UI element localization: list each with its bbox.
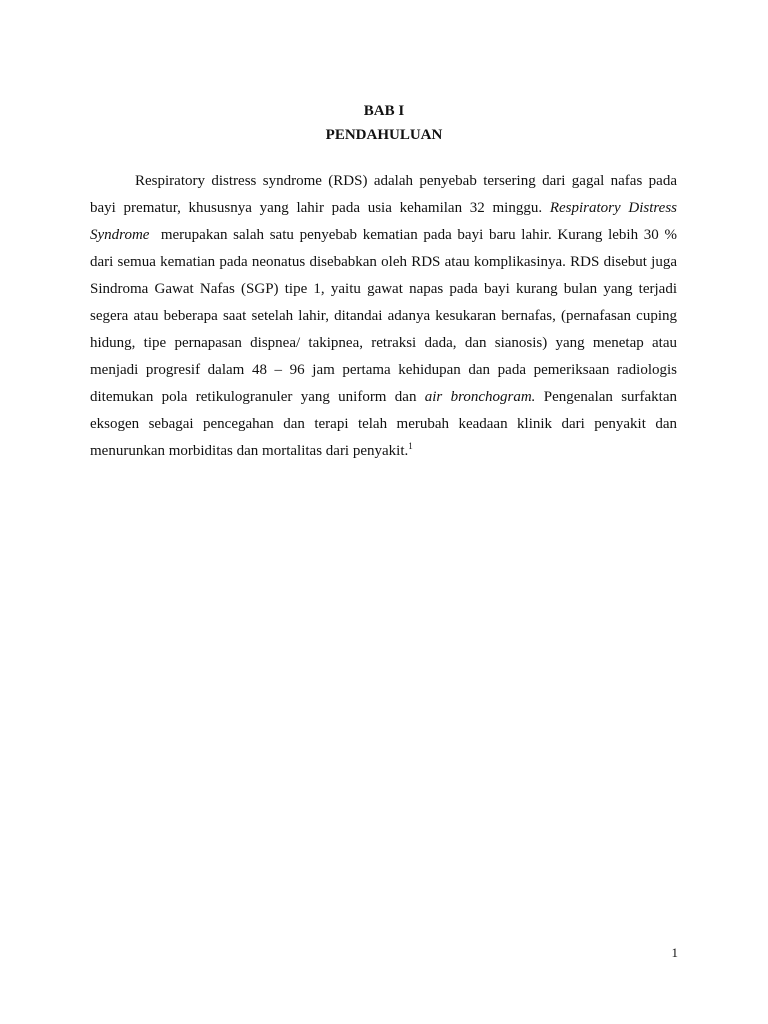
text-run: dari semua kematian pada neonatus disebabkan oleh RDS atau komplikasinya. RDS disebut juga	[90, 254, 677, 270]
text-run: Sindroma Gawat Nafas (SGP) tipe 1, yaitu gawat napas pada bayi kurang bulan yang terjadi	[90, 281, 677, 297]
introduction-paragraph	[90, 168, 677, 465]
text-run: eksogen sebagai pencegahan dan terapi telah merubah keadaan klinik dari penyakit dan	[90, 416, 677, 432]
paragraph-line	[90, 249, 677, 276]
italic-term: Respiratory Distress	[549, 200, 677, 216]
italic-term: air bronchogram.	[424, 389, 536, 405]
text-run: bayi prematur, khususnya yang lahir pada usia kehamilan 32 minggu.	[90, 200, 543, 216]
paragraph-line	[90, 303, 677, 330]
paragraph-line	[90, 438, 677, 465]
text-run: Respiratory distress syndrome (RDS) adalah penyebab tersering dari gagal nafas pada	[135, 173, 677, 189]
chapter-number: BAB I	[363, 103, 405, 119]
italic-term: Syndrome	[90, 227, 150, 243]
text-run: merupakan salah satu penyebab kematian pada bayi baru lahir. Kurang lebih 30 %	[160, 227, 677, 243]
text-run: menurunkan morbiditas dan mortalitas dari penyakit.	[90, 443, 409, 459]
page-number: 1	[671, 945, 678, 960]
paragraph-line	[90, 222, 677, 249]
paragraph-line	[90, 384, 677, 411]
paragraph-line	[90, 330, 677, 357]
text-run: segera atau beberapa saat setelah lahir, ditandai adanya kesukaran bernafas, (pernafasan cuping	[90, 308, 677, 324]
text-run: Pengenalan surfaktan	[543, 389, 678, 405]
text-run: hidung, tipe pernapasan dispnea/ takipnea, retraksi dada, dan sianosis) yang menetap atau	[90, 335, 677, 351]
paragraph-line	[90, 411, 677, 438]
text-run: ditemukan pola retikulogranuler yang uniform dan	[90, 389, 417, 405]
paragraph-line	[90, 168, 677, 195]
paragraph-line	[90, 195, 677, 222]
chapter-title: PENDAHULUAN	[325, 127, 443, 143]
paragraph-line	[90, 276, 677, 303]
text-run: menjadi progresif dalam 48 – 96 jam pertama kehidupan dan pada pemeriksaan radiologis	[90, 362, 677, 378]
paragraph-line	[90, 357, 677, 384]
footnote-reference: 1	[408, 441, 413, 451]
